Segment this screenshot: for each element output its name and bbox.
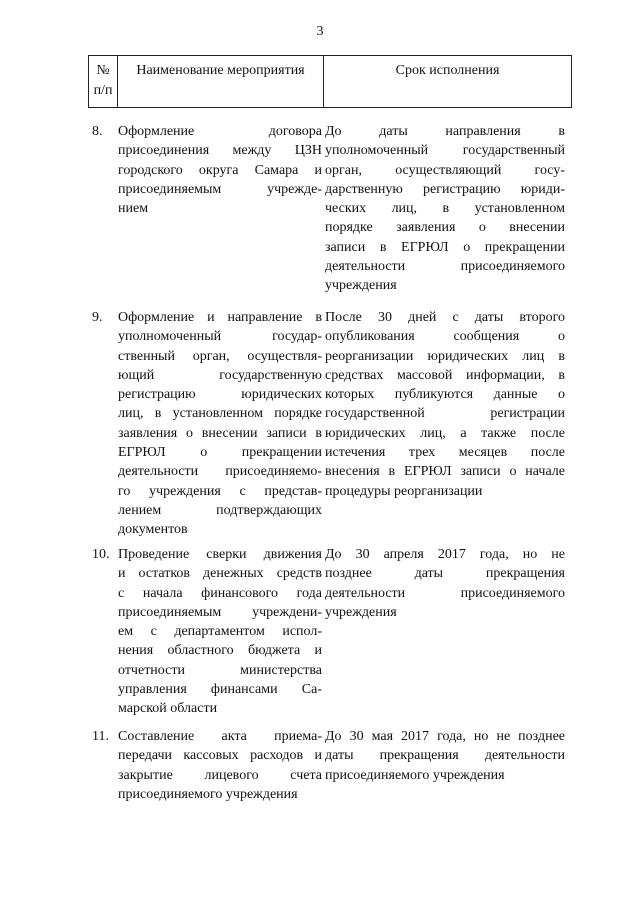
cell-line: закрытие лицевого счета [118, 767, 322, 783]
cell-line: которых публикуются данные о [325, 387, 565, 403]
row-number: 9. [92, 310, 103, 325]
cell-line: уполномоченный государ- [118, 329, 322, 345]
row-name [118, 122, 322, 218]
cell-line: нием [118, 201, 149, 217]
cell-line: с начала финансового года [118, 585, 322, 601]
cell-line: учреждения [325, 604, 397, 620]
header-number [89, 56, 118, 107]
cell-line: ющий государственную [118, 367, 322, 383]
page-number: 3 [316, 24, 324, 39]
cell-line: городского округа Самара и [118, 162, 322, 178]
cell-line: учреждения [325, 278, 397, 294]
cell-line: внесения в ЕГРЮЛ записи о начале [325, 464, 565, 480]
cell-line: присоединяемым учрежде- [118, 181, 322, 197]
row-term [325, 545, 565, 622]
cell-line: записи в ЕГРЮЛ о прекращении [325, 239, 565, 255]
cell-line: дарственную регистрацию юриди- [325, 181, 565, 197]
cell-line: ем с департаментом испол- [118, 624, 322, 640]
cell-line: деятельности присоединяемого [325, 259, 565, 275]
cell-line: марской области [118, 701, 218, 717]
cell-line: присоединяемого учреждения [118, 786, 298, 802]
cell-line: опубликования сообщения о [325, 329, 565, 345]
cell-line: ческих лиц, в установленном [325, 201, 565, 217]
row-term [325, 727, 565, 785]
cell-line: До 30 апреля 2017 года, но не [325, 547, 565, 562]
cell-line: документов [118, 522, 188, 538]
cell-line: заявления о внесении записи в [118, 425, 322, 441]
cell-line: Оформление и направление в [118, 310, 322, 325]
cell-line: До 30 мая 2017 года, но не позднее [325, 729, 565, 744]
cell-line: го учреждения с представ- [118, 483, 322, 499]
cell-line: лиц, в установленном порядке [118, 406, 322, 422]
cell-line: средствах массовой информации, в [325, 367, 565, 383]
cell-line: передачи кассовых расходов и [118, 748, 322, 764]
cell-line: орган, осуществляющий госу- [325, 162, 565, 178]
cell-line: уполномоченный государственный [325, 143, 565, 159]
cell-line: присоединяемого учреждения [325, 767, 505, 783]
cell-line: лением подтверждающих [118, 502, 322, 518]
row-number: 10. [92, 547, 110, 562]
cell-line: позднее даты прекращения [325, 566, 565, 582]
cell-line: После 30 дней с даты второго [325, 310, 565, 325]
cell-line: ственный орган, осуществля- [118, 348, 322, 364]
cell-line: До даты направления в [325, 124, 565, 139]
cell-line: государственной регистрации [325, 406, 565, 422]
row-number: 11. [92, 729, 109, 744]
row-name [118, 308, 322, 540]
cell-line: управления финансами Са- [118, 682, 322, 698]
header-name: Наименование мероприятия [118, 56, 324, 107]
header-number-line1: № [96, 63, 110, 78]
cell-line: присоединяемым учреждени- [118, 604, 322, 620]
row-term [325, 122, 565, 296]
cell-line: отчетности министерства [118, 662, 322, 678]
cell-line: деятельности присоединяемого [325, 585, 565, 601]
row-number: 8. [92, 124, 103, 139]
cell-line: истечения трех месяцев после [325, 445, 565, 461]
cell-line: процедуры реорганизации [325, 483, 483, 499]
cell-line: ЕГРЮЛ о прекращении [118, 445, 322, 461]
row-name [118, 545, 322, 719]
cell-line: Оформление договора [118, 124, 322, 139]
cell-line: порядке заявления о внесении [325, 220, 565, 236]
cell-line: Проведение сверки движения [118, 547, 322, 562]
cell-line: регистрацию юридических [118, 387, 322, 403]
cell-line: присоединения между ЦЗН [118, 143, 322, 159]
cell-line: юридических лиц, а также после [325, 425, 565, 441]
row-term [325, 308, 565, 501]
cell-line: реорганизации юридических лиц в [325, 348, 565, 364]
table-header [88, 55, 572, 108]
header-number-line2: п/п [93, 83, 113, 98]
cell-line: нения областного бюджета и [118, 643, 322, 659]
row-name [118, 727, 322, 804]
cell-line: Составление акта приема- [118, 729, 322, 744]
cell-line: и остатков денежных средств [118, 566, 322, 582]
cell-line: деятельности присоединяемо- [118, 464, 322, 480]
header-term: Срок исполнения [395, 63, 500, 78]
cell-line: даты прекращения деятельности [325, 748, 565, 764]
